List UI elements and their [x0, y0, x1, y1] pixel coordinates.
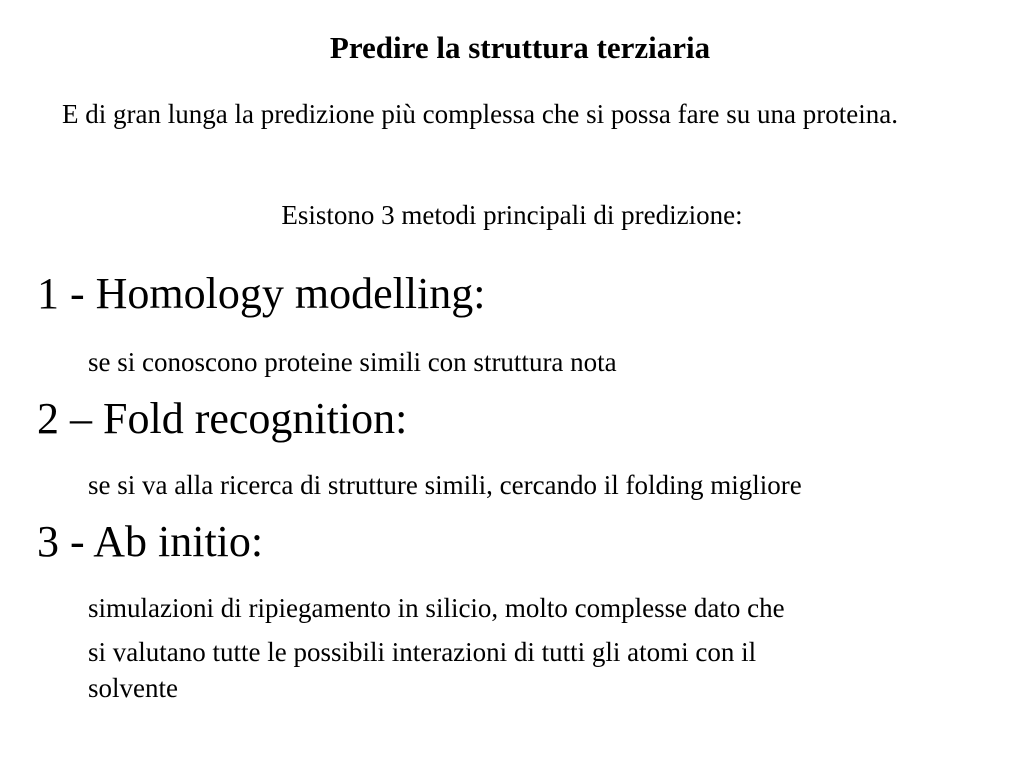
intro-text: E di gran lunga la predizione più complessa che si possa fare su una proteina. — [62, 99, 898, 129]
slide-title: Predire la struttura terziaria — [329, 30, 711, 65]
method-3-description-line-2: si valutano tutte le possibili interazioni di tutti gli atomi con il — [88, 637, 757, 667]
method-3-description-line-1: simulazioni di ripiegamento in silicio, molto complesse dato che — [88, 593, 785, 623]
method-1-description: se si conoscono proteine simili con struttura nota — [88, 347, 617, 377]
method-3-description-line-3: solvente — [88, 673, 178, 703]
method-2-description: se si va alla ricerca di strutture simili, cercando il folding migliore — [88, 470, 802, 500]
methods-subtitle: Esistono 3 metodi principali di predizione: — [281, 200, 743, 230]
method-2-heading: 2 – Fold recognition: — [37, 394, 408, 443]
method-3-description — [88, 586, 988, 706]
method-1-heading: 1 - Homology modelling: — [37, 269, 486, 318]
method-3-heading: 3 - Ab initio: — [37, 517, 264, 566]
